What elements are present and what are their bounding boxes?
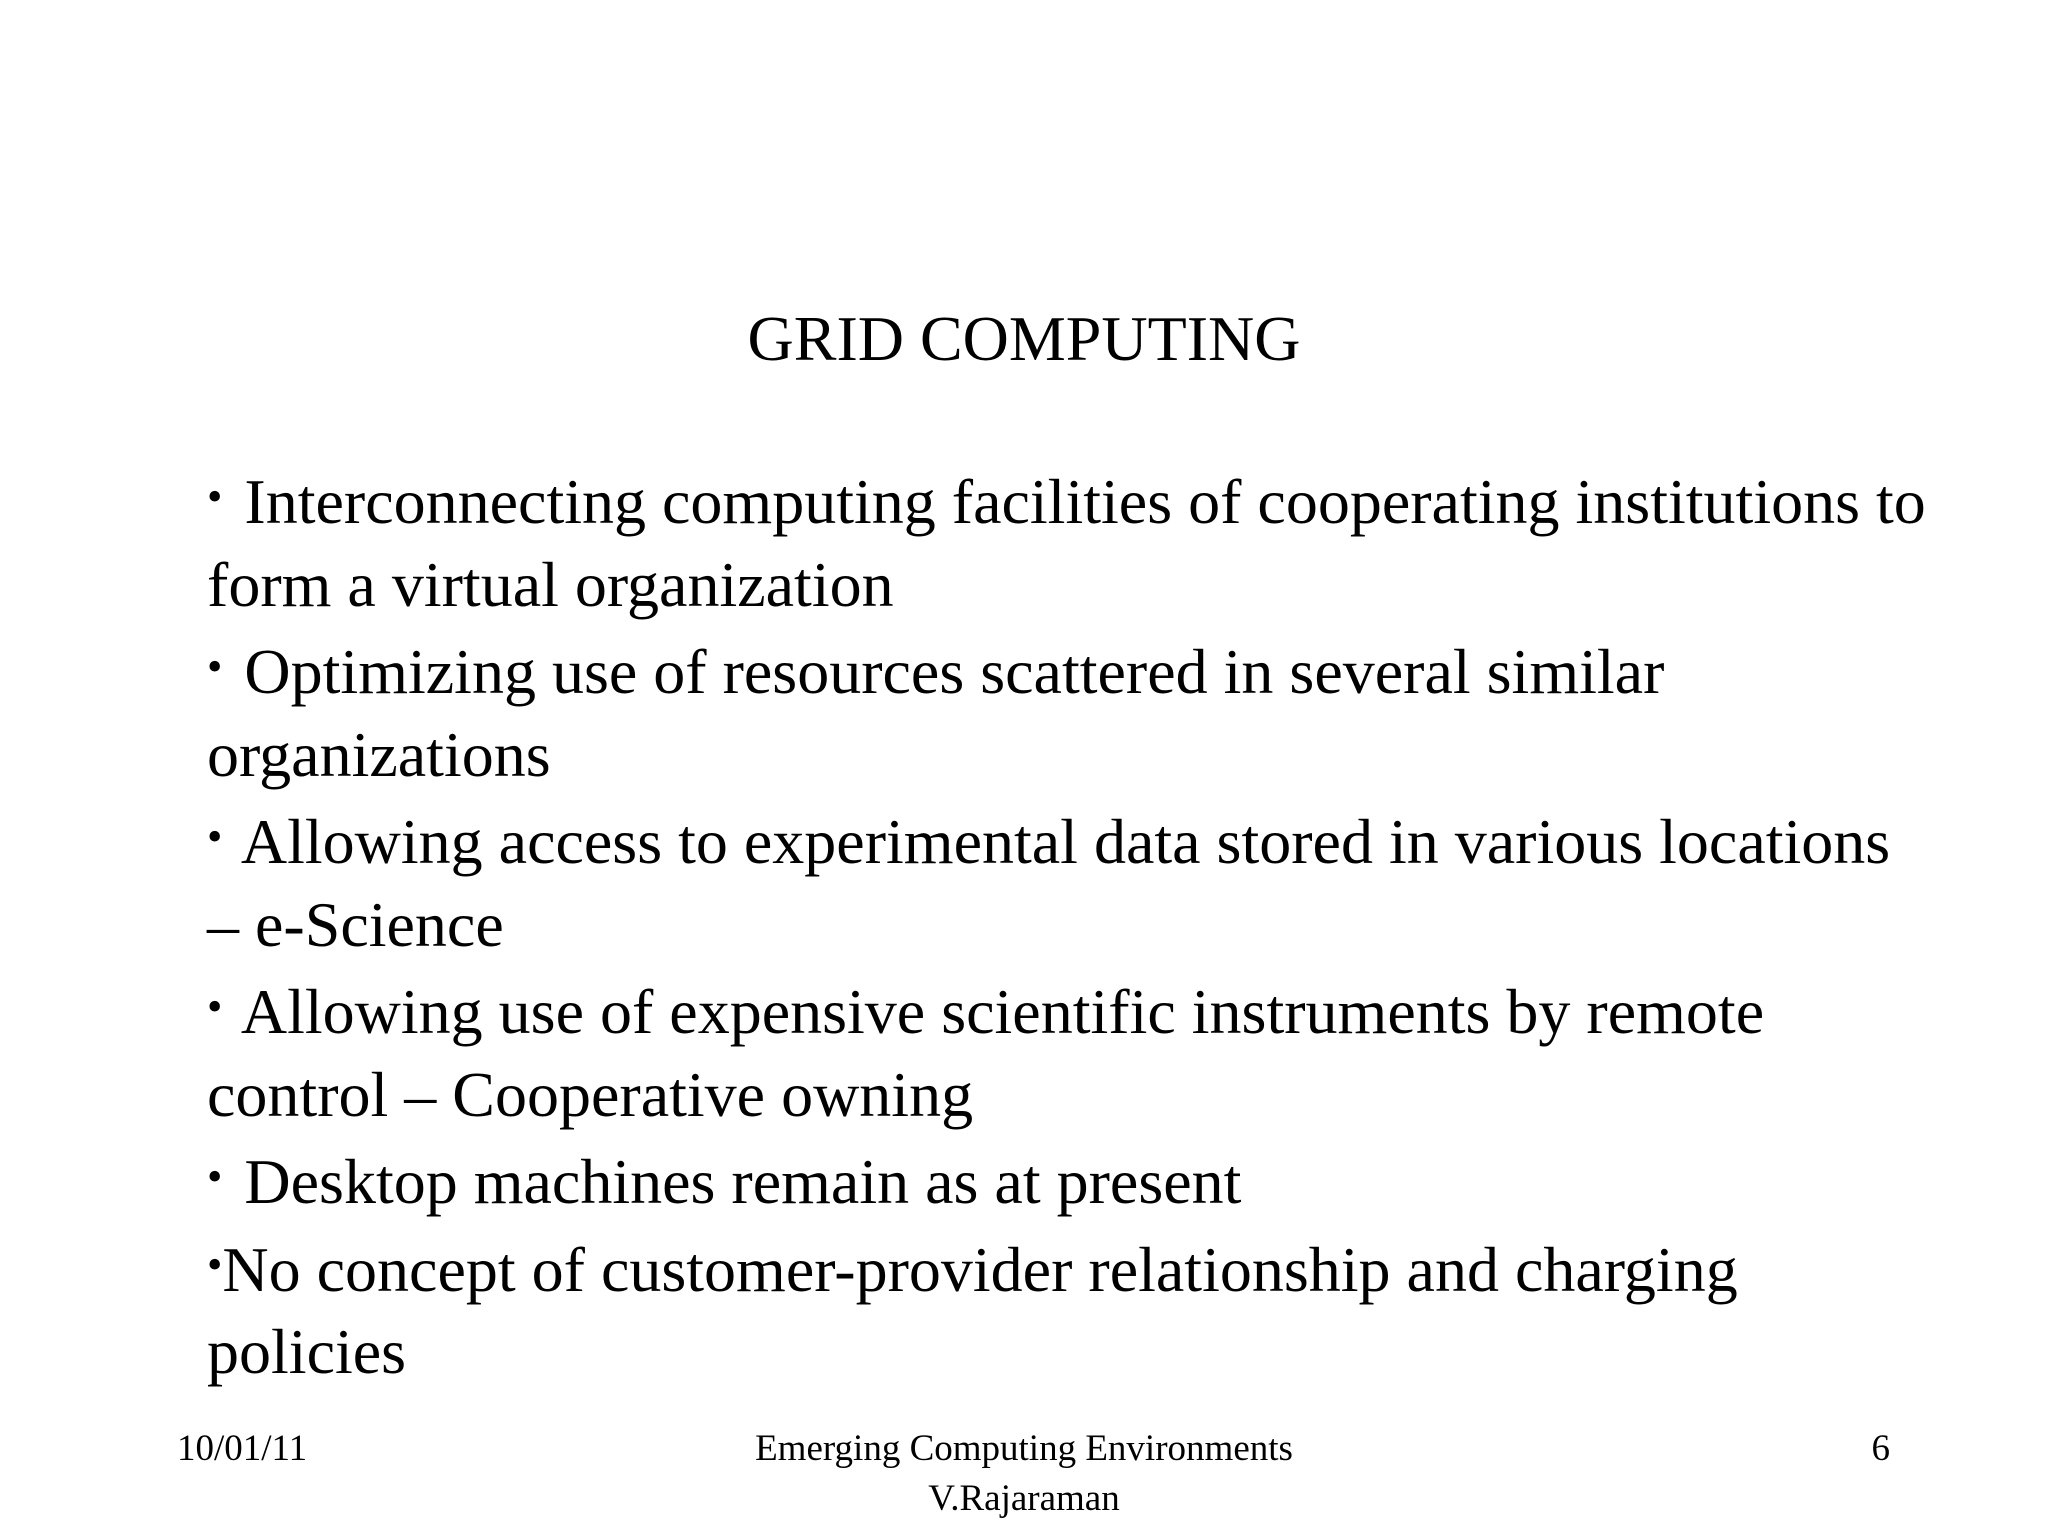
bullet-text: Allowing access to experimental data stored in various locations – e-Science [207,806,1891,960]
bullet-list [207,456,1927,1394]
bullet-icon: • [207,472,223,521]
bullet-text: Interconnecting computing facilities of cooperating institutions to form a virtual organization [207,466,1926,620]
bullet-item [207,1136,1927,1224]
bullet-item [207,796,1927,966]
bullet-text: Desktop machines remain as at present [244,1146,1242,1217]
bullet-text: No concept of customer-provider relationship and charging policies [207,1233,1738,1387]
footer-page-number: 6 [1871,1428,1890,1469]
bullet-icon: • [207,1152,223,1201]
bullet-item [207,626,1927,796]
bullet-icon: • [207,812,223,861]
footer-center [0,1424,2048,1524]
bullet-text: Allowing use of expensive scientific instruments by remote control – Cooperative owning [207,976,1765,1130]
footer-author: V.Rajaraman [928,1478,1120,1519]
bullet-icon: • [207,642,223,691]
slide-title: GRID COMPUTING [747,303,1301,374]
bullet-text: Optimizing use of resources scattered in several similar organizations [207,636,1665,790]
footer-course: Emerging Computing Environments [755,1428,1293,1469]
bullet-item [207,1224,1927,1394]
bullet-item [207,456,1927,626]
bullet-icon: • [207,982,223,1031]
footer-date: 10/01/11 [177,1428,308,1469]
bullet-item [207,966,1927,1136]
bullet-icon: • [207,1239,223,1289]
